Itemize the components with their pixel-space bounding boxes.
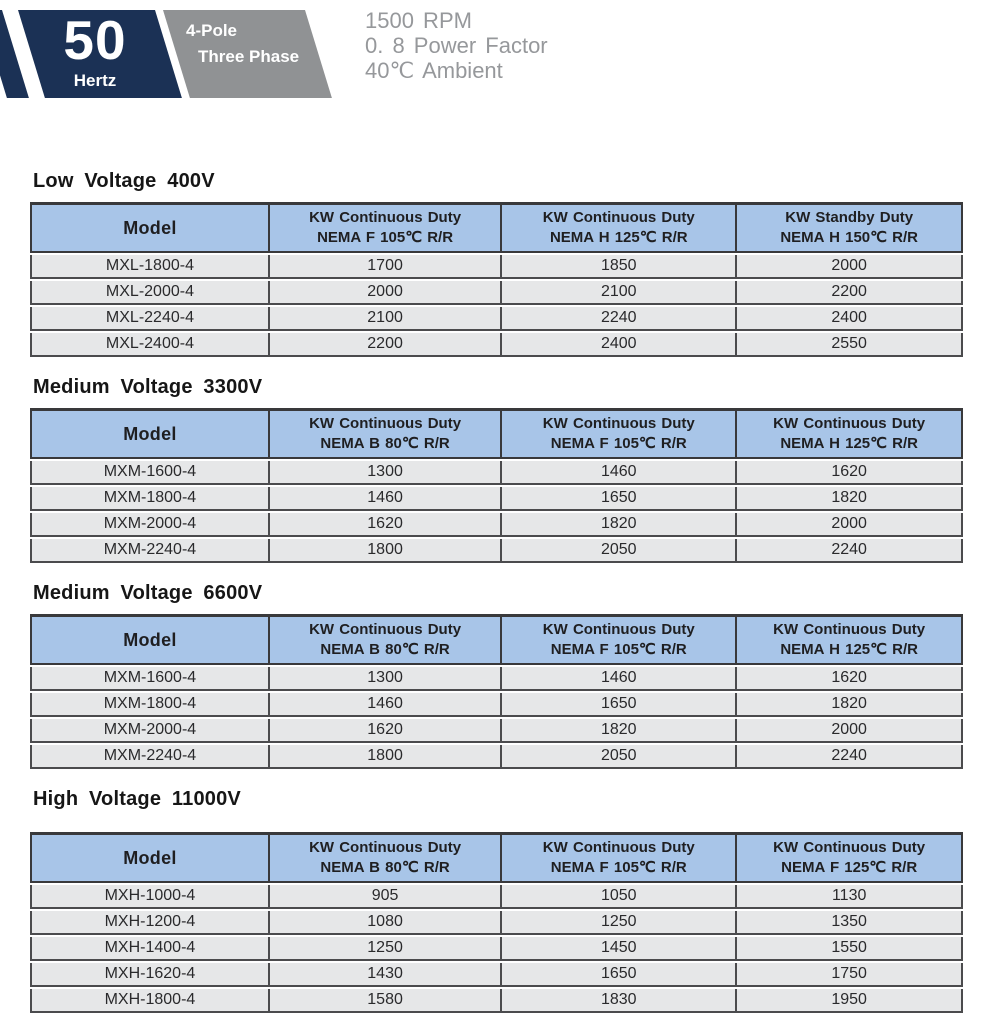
model-cell: MXM-1600-4 bbox=[30, 461, 268, 485]
model-cell: MXM-1800-4 bbox=[30, 693, 268, 717]
value-cell: 1460 bbox=[500, 667, 735, 691]
spec-table bbox=[30, 830, 963, 1015]
table-row bbox=[30, 885, 963, 909]
ambient-temp-label: 40℃ Ambient bbox=[365, 58, 503, 83]
column-header-line1: KW Continuous Duty bbox=[309, 621, 462, 638]
column-header bbox=[735, 408, 963, 459]
column-header-line1: KW Continuous Duty bbox=[542, 839, 695, 856]
value-cell: 2240 bbox=[735, 745, 963, 769]
model-cell: MXH-1620-4 bbox=[30, 963, 268, 987]
column-header bbox=[735, 832, 963, 883]
value-cell: 1300 bbox=[268, 461, 500, 485]
table-row bbox=[30, 487, 963, 511]
value-cell: 1820 bbox=[500, 513, 735, 537]
model-cell: MXM-2240-4 bbox=[30, 539, 268, 563]
value-cell: 2400 bbox=[500, 333, 735, 357]
column-header bbox=[268, 408, 500, 459]
model-cell: MXM-1600-4 bbox=[30, 667, 268, 691]
value-cell: 2000 bbox=[735, 513, 963, 537]
column-header bbox=[500, 832, 735, 883]
value-cell: 1450 bbox=[500, 937, 735, 961]
table-row bbox=[30, 333, 963, 357]
table-title: Medium Voltage 3300V bbox=[33, 376, 263, 398]
model-cell: MXL-2240-4 bbox=[30, 307, 268, 331]
model-cell: MXL-1800-4 bbox=[30, 255, 268, 279]
value-cell: 1850 bbox=[500, 255, 735, 279]
voltage-table-section bbox=[30, 788, 963, 1015]
table-title: Low Voltage 400V bbox=[33, 170, 215, 192]
value-cell: 1580 bbox=[268, 989, 500, 1013]
table-row bbox=[30, 719, 963, 743]
value-cell: 2240 bbox=[500, 307, 735, 331]
column-header-line1: KW Continuous Duty bbox=[542, 621, 695, 638]
column-header bbox=[30, 832, 268, 883]
column-header bbox=[500, 614, 735, 665]
value-cell: 2050 bbox=[500, 539, 735, 563]
model-cell: MXM-2240-4 bbox=[30, 745, 268, 769]
value-cell: 1620 bbox=[735, 667, 963, 691]
value-cell: 1460 bbox=[500, 461, 735, 485]
value-cell: 1250 bbox=[500, 911, 735, 935]
column-header-line2: NEMA H 125℃ R/R bbox=[780, 435, 918, 452]
column-header bbox=[268, 202, 500, 253]
header-row bbox=[30, 832, 963, 883]
column-header-line1: KW Standby Duty bbox=[785, 209, 914, 226]
value-cell: 1820 bbox=[735, 487, 963, 511]
spec-summary bbox=[365, 8, 548, 83]
table-head bbox=[30, 202, 963, 253]
column-header bbox=[268, 614, 500, 665]
table-row bbox=[30, 461, 963, 485]
value-cell: 2400 bbox=[735, 307, 963, 331]
column-header-line2: NEMA B 80℃ R/R bbox=[320, 435, 450, 452]
model-cell: MXM-2000-4 bbox=[30, 513, 268, 537]
column-header-line2: NEMA H 125℃ R/R bbox=[780, 641, 918, 658]
voltage-table-section bbox=[30, 170, 963, 359]
value-cell: 1620 bbox=[268, 719, 500, 743]
column-header-line2: NEMA H 125℃ R/R bbox=[549, 229, 688, 246]
column-header bbox=[500, 408, 735, 459]
table-head bbox=[30, 614, 963, 665]
column-header-line2: NEMA B 80℃ R/R bbox=[320, 641, 450, 658]
column-header-line1: KW Continuous Duty bbox=[542, 209, 695, 226]
spec-table bbox=[30, 406, 963, 565]
value-cell: 1460 bbox=[268, 487, 500, 511]
model-cell: MXH-1200-4 bbox=[30, 911, 268, 935]
column-header-line1: Model bbox=[123, 847, 177, 868]
column-header bbox=[735, 202, 963, 253]
column-header-line2: NEMA F 105℃ R/R bbox=[550, 859, 687, 876]
value-cell: 1700 bbox=[268, 255, 500, 279]
value-cell: 1050 bbox=[500, 885, 735, 909]
header-row bbox=[30, 202, 963, 253]
frequency-value: 50 bbox=[63, 9, 127, 71]
value-cell: 1820 bbox=[500, 719, 735, 743]
column-header bbox=[30, 408, 268, 459]
value-cell: 1430 bbox=[268, 963, 500, 987]
column-header-line1: KW Continuous Duty bbox=[542, 415, 695, 432]
value-cell: 1130 bbox=[735, 885, 963, 909]
table-head bbox=[30, 832, 963, 883]
model-cell: MXH-1800-4 bbox=[30, 989, 268, 1013]
frequency-unit: Hertz bbox=[73, 71, 117, 90]
table-body bbox=[30, 667, 963, 769]
column-header-line2: NEMA B 80℃ R/R bbox=[320, 859, 450, 876]
column-header bbox=[735, 614, 963, 665]
value-cell: 2000 bbox=[735, 255, 963, 279]
model-cell: MXH-1400-4 bbox=[30, 937, 268, 961]
table-row bbox=[30, 937, 963, 961]
model-cell: MXM-2000-4 bbox=[30, 719, 268, 743]
value-cell: 1750 bbox=[735, 963, 963, 987]
table-row bbox=[30, 513, 963, 537]
value-cell: 1650 bbox=[500, 963, 735, 987]
column-header bbox=[30, 614, 268, 665]
value-cell: 1620 bbox=[268, 513, 500, 537]
pole-count-label: 4-Pole bbox=[186, 21, 238, 40]
column-header-line2: NEMA F 105℃ R/R bbox=[550, 641, 687, 658]
column-header-line2: NEMA H 150℃ R/R bbox=[780, 229, 918, 246]
voltage-table-section bbox=[30, 582, 963, 771]
column-header-line1: KW Continuous Duty bbox=[309, 209, 462, 226]
column-header-line2: NEMA F 105℃ R/R bbox=[550, 435, 687, 452]
column-header bbox=[30, 202, 268, 253]
value-cell: 1650 bbox=[500, 693, 735, 717]
value-cell: 2000 bbox=[735, 719, 963, 743]
column-header bbox=[268, 832, 500, 883]
phase-type-label: Three Phase bbox=[198, 47, 300, 66]
column-header-line1: Model bbox=[123, 629, 177, 650]
value-cell: 2200 bbox=[268, 333, 500, 357]
table-title: Medium Voltage 6600V bbox=[33, 582, 263, 604]
value-cell: 1550 bbox=[735, 937, 963, 961]
table-row bbox=[30, 281, 963, 305]
value-cell: 1800 bbox=[268, 539, 500, 563]
value-cell: 2100 bbox=[500, 281, 735, 305]
column-header-line2: NEMA F 125℃ R/R bbox=[781, 859, 918, 876]
value-cell: 1080 bbox=[268, 911, 500, 935]
spec-table bbox=[30, 200, 963, 359]
table-body bbox=[30, 461, 963, 563]
column-header-line1: KW Continuous Duty bbox=[773, 621, 926, 638]
table-body bbox=[30, 255, 963, 357]
column-header-line1: KW Continuous Duty bbox=[773, 415, 926, 432]
table-body bbox=[30, 885, 963, 1013]
table-row bbox=[30, 745, 963, 769]
value-cell: 2050 bbox=[500, 745, 735, 769]
voltage-table-section bbox=[30, 376, 963, 565]
table-row bbox=[30, 539, 963, 563]
value-cell: 905 bbox=[268, 885, 500, 909]
column-header bbox=[500, 202, 735, 253]
spec-table bbox=[30, 612, 963, 771]
column-header-line1: Model bbox=[123, 423, 177, 444]
model-cell: MXM-1800-4 bbox=[30, 487, 268, 511]
value-cell: 1300 bbox=[268, 667, 500, 691]
column-header-line1: Model bbox=[123, 217, 177, 238]
model-cell: MXL-2000-4 bbox=[30, 281, 268, 305]
value-cell: 1460 bbox=[268, 693, 500, 717]
table-head bbox=[30, 408, 963, 459]
column-header-line1: KW Continuous Duty bbox=[309, 839, 462, 856]
page-header bbox=[0, 0, 985, 98]
header-row bbox=[30, 614, 963, 665]
value-cell: 2200 bbox=[735, 281, 963, 305]
value-cell: 1250 bbox=[268, 937, 500, 961]
table-row bbox=[30, 693, 963, 717]
value-cell: 2240 bbox=[735, 539, 963, 563]
value-cell: 1650 bbox=[500, 487, 735, 511]
column-header-line1: KW Continuous Duty bbox=[309, 415, 462, 432]
model-cell: MXH-1000-4 bbox=[30, 885, 268, 909]
model-cell: MXL-2400-4 bbox=[30, 333, 268, 357]
table-row bbox=[30, 911, 963, 935]
value-cell: 1350 bbox=[735, 911, 963, 935]
rpm-label: 1500 RPM bbox=[365, 8, 472, 33]
table-title: High Voltage 11000V bbox=[33, 788, 241, 810]
value-cell: 1830 bbox=[500, 989, 735, 1013]
value-cell: 1820 bbox=[735, 693, 963, 717]
table-row bbox=[30, 989, 963, 1013]
table-row bbox=[30, 963, 963, 987]
value-cell: 2550 bbox=[735, 333, 963, 357]
column-header-line1: KW Continuous Duty bbox=[773, 839, 926, 856]
column-header-line2: NEMA F 105℃ R/R bbox=[317, 229, 454, 246]
tables-container bbox=[30, 170, 963, 1015]
power-factor-label: 0. 8 Power Factor bbox=[365, 33, 548, 58]
table-row bbox=[30, 255, 963, 279]
value-cell: 2000 bbox=[268, 281, 500, 305]
table-row bbox=[30, 667, 963, 691]
table-row bbox=[30, 307, 963, 331]
header-row bbox=[30, 408, 963, 459]
value-cell: 2100 bbox=[268, 307, 500, 331]
value-cell: 1800 bbox=[268, 745, 500, 769]
value-cell: 1950 bbox=[735, 989, 963, 1013]
value-cell: 1620 bbox=[735, 461, 963, 485]
